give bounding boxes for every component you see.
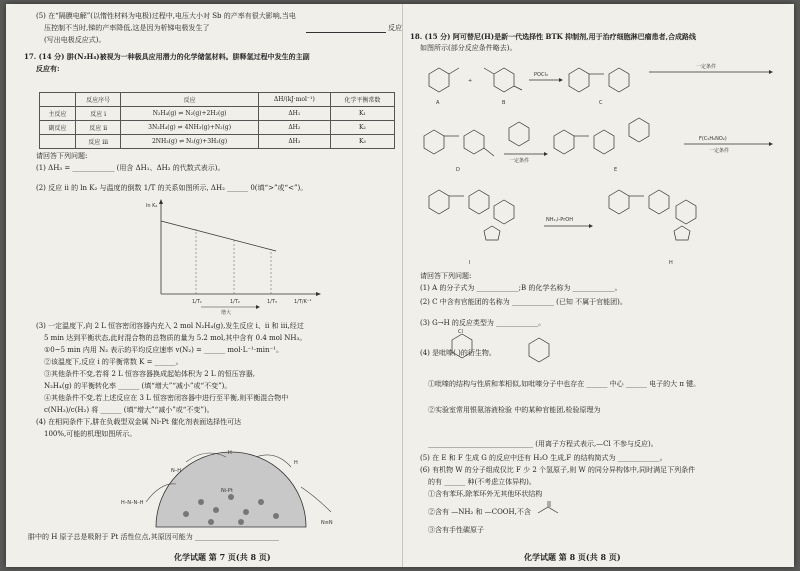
reagent-label: F(C₅H₅NO₂) xyxy=(699,136,727,142)
x-tick-label: 1/T₂ xyxy=(230,299,240,305)
q18-part4: (4) 是吡嗪( )的衍生物。 xyxy=(420,349,496,357)
q17-part2: (2) 反应 ⅱ 的 ln K₂ 与温度的倒数 1/T 的关系如图所示, ΔH₂ ______ 0(填“>”或“<”)。 xyxy=(36,184,308,192)
y-axis-label: ln K₂ xyxy=(146,203,158,209)
reagent-label: POCl₃ xyxy=(534,72,548,78)
q18-intro2: 如图所示(部分反应条件略去)。 xyxy=(420,44,517,52)
table-cell: 主反应 xyxy=(40,107,76,121)
compound-c-structure xyxy=(569,68,629,92)
compound-g-structure xyxy=(429,190,514,240)
lnk-graph xyxy=(146,199,326,316)
synthesis-route xyxy=(414,56,789,271)
q17-part3-d2: c(NH₃)/c(H₂) 将 ______ (填“增大”“减小”或“不变”)。 xyxy=(44,406,214,414)
q17-intro1: 17. (14 分) 肼(N₂H₄)被视为一种极具应用潜力的化学储氢材料。肼释氢过程中发生的主副 xyxy=(24,52,310,61)
table-cell: ΔH₂ xyxy=(258,121,330,135)
increase-arrow-head xyxy=(256,305,260,309)
q18-part4-2b: ______________________________ (用离子方程式表示,—Cl 不参与反应)。 xyxy=(428,440,658,448)
q17-part3-c2: N₂H₄(g) 的平衡转化率 ______ (填“增大”“减小”或“不变”)。 xyxy=(44,382,232,390)
table-header: ΔH/(kJ·mol⁻¹) xyxy=(258,93,330,107)
q17-part3-b: ②该温度下,反应 ⅰ 的平衡常数 K = ______。 xyxy=(44,358,183,366)
catalyst-label: Ni-Pt xyxy=(221,488,233,494)
table-cell: 反应 ⅲ xyxy=(75,135,120,149)
compound-h-structure xyxy=(609,190,696,240)
compound-label-c: C xyxy=(599,100,603,106)
table-cell: N₂H₄(g) ⇌ N₂(g)+2H₂(g) xyxy=(121,107,259,121)
q18-intro1: 18. (15 分) 阿可替尼(H)是新一代选择性 BTK 抑制剂,用于治疗细胞淋巴瘤患者,合成路线 xyxy=(410,32,697,41)
q18-part1: (1) A 的分子式为 ____________;B 的化学名称为 ____________。 xyxy=(420,284,622,292)
q17-part3-c1: ③其他条件不变,若将 2 L 恒容容器换成起始体积为 2 L 的恒压容器, xyxy=(44,370,256,378)
table-header xyxy=(40,93,76,107)
reagent-label: NH₃,i-PrOH xyxy=(546,217,573,223)
compound-label-b: B xyxy=(502,100,506,106)
svg-text:H–N–N–H: H–N–N–H xyxy=(121,500,144,506)
page-7 xyxy=(6,4,402,567)
q18-part5: (5) 在 E 和 F 生成 G 的反应中还有 H₂O 生成,F 的结构简式为 ____________。 xyxy=(420,454,667,462)
table-cell: K₁ xyxy=(330,107,394,121)
table-cell xyxy=(40,135,76,149)
compound-d-structure xyxy=(424,130,494,156)
table-row xyxy=(40,121,395,135)
table-cell: 反应 ⅱ xyxy=(75,121,120,135)
table-header: 化学平衡常数 xyxy=(330,93,394,107)
catalyst-mechanism xyxy=(116,442,346,532)
pyrazine-structure xyxy=(524,336,554,366)
compound-label-g: I xyxy=(469,260,471,266)
q18-condition-2: ②含有 —NH₂ 和 —COOH,不含 xyxy=(428,508,531,516)
q17-part3-a: ①0~5 min 内用 N₂ 表示的平均反应速率 v(N₂) = ______ mol·L⁻¹·min⁻¹。 xyxy=(44,346,283,354)
table-header: 反应 xyxy=(121,93,259,107)
reaction-arrow-head xyxy=(559,78,563,82)
x-axis-arrow xyxy=(316,292,321,296)
q18-condition-1: ①含有苯环,除苯环外无其他环状结构 xyxy=(428,490,543,498)
q16-5-line3: (写出电极反应式)。 xyxy=(44,36,106,44)
page-footer: 化学试题 第 8 页(共 8 页) xyxy=(524,552,621,562)
reaction-table xyxy=(39,92,395,149)
page-8 xyxy=(404,4,794,567)
exam-sheet xyxy=(6,4,794,567)
q18-ask: 请回答下列问题: xyxy=(420,272,472,280)
table-header-row xyxy=(40,93,395,107)
q17-ask: 请回答下列问题: xyxy=(36,152,88,160)
reaction-arrow-head xyxy=(769,70,773,74)
q18-part2: (2) C 中含有官能团的名称为 ____________ (已知 不属于官能团)。 xyxy=(420,298,627,306)
q17-intro2: 反应有: xyxy=(36,64,60,73)
y-axis-arrow xyxy=(159,199,163,204)
reagent-label: 一定条件 xyxy=(696,64,717,70)
table-cell: ΔH₃ xyxy=(258,135,330,149)
q18-part4-1: ①吡嗪的结构与性质和苯相似,如吡嗪分子中也存在 ______ 中心 ______ 电子的大 π 键。 xyxy=(428,380,701,388)
svg-text:Cl: Cl xyxy=(458,329,463,335)
q18-part6: (6) 有机物 W 的分子组成仅比 F 少 2 个氢原子,则 W 的同分异构体中,同时满足下列条件 xyxy=(420,466,696,474)
answer-blank[interactable] xyxy=(306,24,386,33)
q18-part4-2: ②实验室常用银氨溶液检验 中的某种官能团,检验原理为 xyxy=(428,406,601,414)
q17-part4-end: 肼中的 H 原子总是吸附于 Pt 活性位点,其原因可能为 ________________________ xyxy=(28,533,279,541)
svg-text:N–H: N–H xyxy=(171,468,181,474)
compound-b-structure xyxy=(484,68,522,92)
compound-e-structure xyxy=(554,118,649,154)
table-cell: 3N₂H₄(g) ⇌ 4NH₃(g)+N₂(g) xyxy=(121,121,259,135)
q17-part3-line1: (3) 一定温度下,向 2 L 恒容密闭容器内充入 2 mol N₂H₄(g),发生反应 ⅰ、ⅱ 和 ⅲ,经过 xyxy=(36,322,304,330)
x-axis-label: 1/T/K⁻¹ xyxy=(294,299,312,305)
table-header: 反应序号 xyxy=(75,93,120,107)
table-cell: 反应 ⅰ xyxy=(75,107,120,121)
q16-5-line2-end: 反应 xyxy=(388,24,402,32)
svg-text:N≡N: N≡N xyxy=(321,520,333,526)
carbonyl-structure xyxy=(534,501,574,519)
table-cell: K₂ xyxy=(330,121,394,135)
compound-label-a: A xyxy=(436,100,440,106)
x-tick-label: 1/T₁ xyxy=(192,299,202,305)
chloropyrazine-structure xyxy=(444,330,484,366)
svg-text:H: H xyxy=(228,450,232,456)
q18-condition-3: ③含有手性碳原子 xyxy=(428,526,484,534)
q17-part4-line2: 100%,可能的机理如图所示。 xyxy=(44,430,137,438)
q16-5-line2: 压控制不当时,锑的产率降低,这是因为析锑电极发生了 xyxy=(44,24,210,32)
lnk-line xyxy=(161,221,276,251)
table-cell: 2NH₃(g) ⇌ N₂(g)+3H₂(g) xyxy=(121,135,259,149)
q16-5-line1: (5) 在“隔膜电解”(以惰性材料为电极)过程中,电压大小对 Sb 的产率有很大影响,当电 xyxy=(36,12,296,20)
q17-part4-line1: (4) 在相同条件下,肼在负载型双金属 Ni-Pt 催化剂表面选择性可达 xyxy=(36,418,242,426)
increase-label: 增大 xyxy=(221,310,232,316)
reagent-label: 一定条件 xyxy=(709,148,730,154)
chloropyrazine-reagent-structure xyxy=(509,122,529,146)
reaction-arrow-head xyxy=(589,224,593,228)
compound-label-d: D xyxy=(456,167,460,173)
q18-part6b: 的有 ______ 种(不考虑立体异构)。 xyxy=(428,478,536,486)
reagent-label: 一定条件 xyxy=(509,158,530,164)
q17-part1: (1) ΔH₃ = ____________ (用含 ΔH₁、ΔH₂ 的代数式表示)。 xyxy=(36,164,225,172)
compound-label-e: E xyxy=(614,167,618,173)
compound-a-structure xyxy=(429,68,459,92)
q18-part3: (3) G→H 的反应类型为 ____________。 xyxy=(420,319,546,327)
reaction-arrow-head xyxy=(769,142,773,146)
svg-text:H: H xyxy=(294,460,298,466)
table-row xyxy=(40,107,395,121)
table-cell: 副反应 xyxy=(40,121,76,135)
table-cell: K₃ xyxy=(330,135,394,149)
page-fold xyxy=(402,4,403,567)
page-footer: 化学试题 第 7 页(共 8 页) xyxy=(174,552,271,562)
reaction-arrow-head xyxy=(544,152,548,156)
q17-part3-d1: ④其他条件不变,若上述反应在 3 L 恒容密闭容器中进行至平衡,则平衡混合物中 xyxy=(44,394,289,402)
plus-sign: + xyxy=(468,78,473,84)
table-row xyxy=(40,135,395,149)
q17-part3-line2: 5 min 达到平衡状态,此时混合物的总物质的量为 5.2 mol,其中含有 0.4 mol NH₃。 xyxy=(44,334,307,342)
compound-label-h: H xyxy=(669,260,673,266)
table-cell: ΔH₁ xyxy=(258,107,330,121)
x-tick-label: 1/T₃ xyxy=(267,299,277,305)
